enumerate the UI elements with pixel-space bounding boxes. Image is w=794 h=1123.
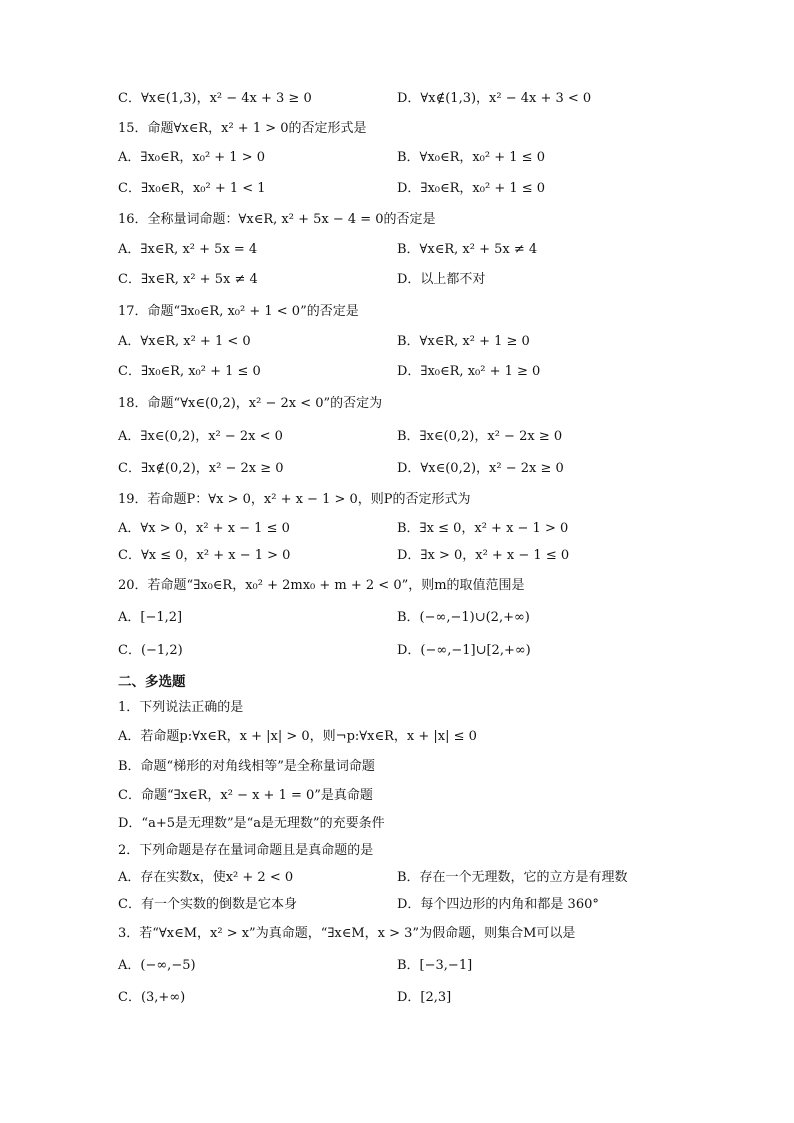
- option-right: D．每个四边形的内角和都是 360°: [397, 897, 599, 912]
- option-left: C．∃x∉(0,2)，x² − 2x ≥ 0: [118, 461, 284, 476]
- option-left: C．∃x₀∈R, x₀² + 1 ≤ 0: [118, 364, 261, 379]
- question-text: 19．若命题P：∀x > 0，x² + x − 1 > 0，则P的否定形式为: [118, 492, 471, 507]
- question-text: 2．下列命题是存在量词命题且是真命题的是: [118, 843, 374, 858]
- option-left: C．∀x∈(1,3)，x² − 4x + 3 ≥ 0: [118, 91, 312, 106]
- question-text: 3．若“∀x∈M，x² > x”为真命题，“∃x∈M，x > 3”为假命题，则集合M可以是: [118, 926, 576, 941]
- option-left: A．∀x∈R, x² + 1 < 0: [118, 334, 251, 349]
- option-right: B．∀x∈R, x² + 5x ≠ 4: [397, 242, 538, 257]
- option-left: C．有一个实数的倒数是它本身: [118, 897, 297, 912]
- question-text: 16．全称量词命题：∀x∈R, x² + 5x − 4 = 0的否定是: [118, 212, 436, 227]
- option-left: A．存在实数x，使x² + 2 < 0: [118, 870, 294, 885]
- option-left: A．∃x∈R, x² + 5x = 4: [118, 242, 258, 257]
- option-left: A．(−∞,−5): [118, 958, 196, 973]
- option-right: B．存在一个无理数，它的立方是有理数: [397, 870, 628, 885]
- option-right: B．∃x∈(0,2)，x² − 2x ≥ 0: [397, 429, 563, 444]
- question-text: C．命题“∃x∈R，x² − x + 1 = 0”是真命题: [118, 788, 373, 803]
- option-left: C．∃x∈R, x² + 5x ≠ 4: [118, 272, 258, 287]
- question-text: 1．下列说法正确的是: [118, 700, 244, 715]
- question-text: 18．命题“∀x∈(0,2)，x² − 2x < 0”的否定为: [118, 396, 383, 411]
- question-text: B．命题“梯形的对角线相等”是全称量词命题: [118, 759, 375, 774]
- option-left: A．[−1,2]: [118, 610, 183, 625]
- option-right: D．∃x > 0，x² + x − 1 ≤ 0: [397, 548, 570, 563]
- option-left: A．∃x₀∈R，x₀² + 1 > 0: [118, 150, 266, 165]
- option-left: A．∀x > 0，x² + x − 1 ≤ 0: [118, 521, 290, 536]
- option-right: B．∃x ≤ 0，x² + x − 1 > 0: [397, 521, 569, 536]
- option-right: B．∀x∈R, x² + 1 ≥ 0: [397, 334, 530, 349]
- option-right: D．∀x∈(0,2)，x² − 2x ≥ 0: [397, 461, 564, 476]
- option-right: B．(−∞,−1)∪(2,+∞): [397, 610, 530, 625]
- option-left: C．∃x₀∈R，x₀² + 1 < 1: [118, 181, 266, 196]
- option-left: C．(3,+∞): [118, 990, 186, 1005]
- option-right: D．以上都不对: [397, 272, 486, 287]
- option-left: C．∀x ≤ 0，x² + x − 1 > 0: [118, 548, 291, 563]
- question-text: D．“a+5是无理数”是“a是无理数”的充要条件: [118, 816, 385, 831]
- question-text: 17．命题“∃x₀∈R, x₀² + 1 < 0”的否定是: [118, 304, 359, 319]
- option-left: C．(−1,2): [118, 643, 183, 658]
- option-right: D．∃x₀∈R, x₀² + 1 ≥ 0: [397, 364, 541, 379]
- question-text: A．若命题p:∀x∈R，x + |x| > 0，则¬p:∀x∈R，x + |x| ≤ 0: [118, 729, 477, 744]
- option-left: A．∃x∈(0,2)，x² − 2x < 0: [118, 429, 283, 444]
- option-right: D．∀x∉(1,3)，x² − 4x + 3 < 0: [397, 91, 592, 106]
- option-right: D．(−∞,−1]∪[2,+∞): [397, 643, 531, 658]
- question-text: 20．若命题“∃x₀∈R，x₀² + 2mx₀ + m + 2 < 0”，则m的取值范围是: [118, 578, 525, 593]
- option-right: D．[2,3]: [397, 990, 452, 1005]
- option-right: B．[−3,−1]: [397, 958, 473, 973]
- question-text: 15．命题∀x∈R，x² + 1 > 0的否定形式是: [118, 121, 367, 136]
- option-right: B．∀x₀∈R，x₀² + 1 ≤ 0: [397, 150, 545, 165]
- option-right: D．∃x₀∈R，x₀² + 1 ≤ 0: [397, 181, 546, 196]
- section-heading: 二、多选题: [118, 674, 186, 690]
